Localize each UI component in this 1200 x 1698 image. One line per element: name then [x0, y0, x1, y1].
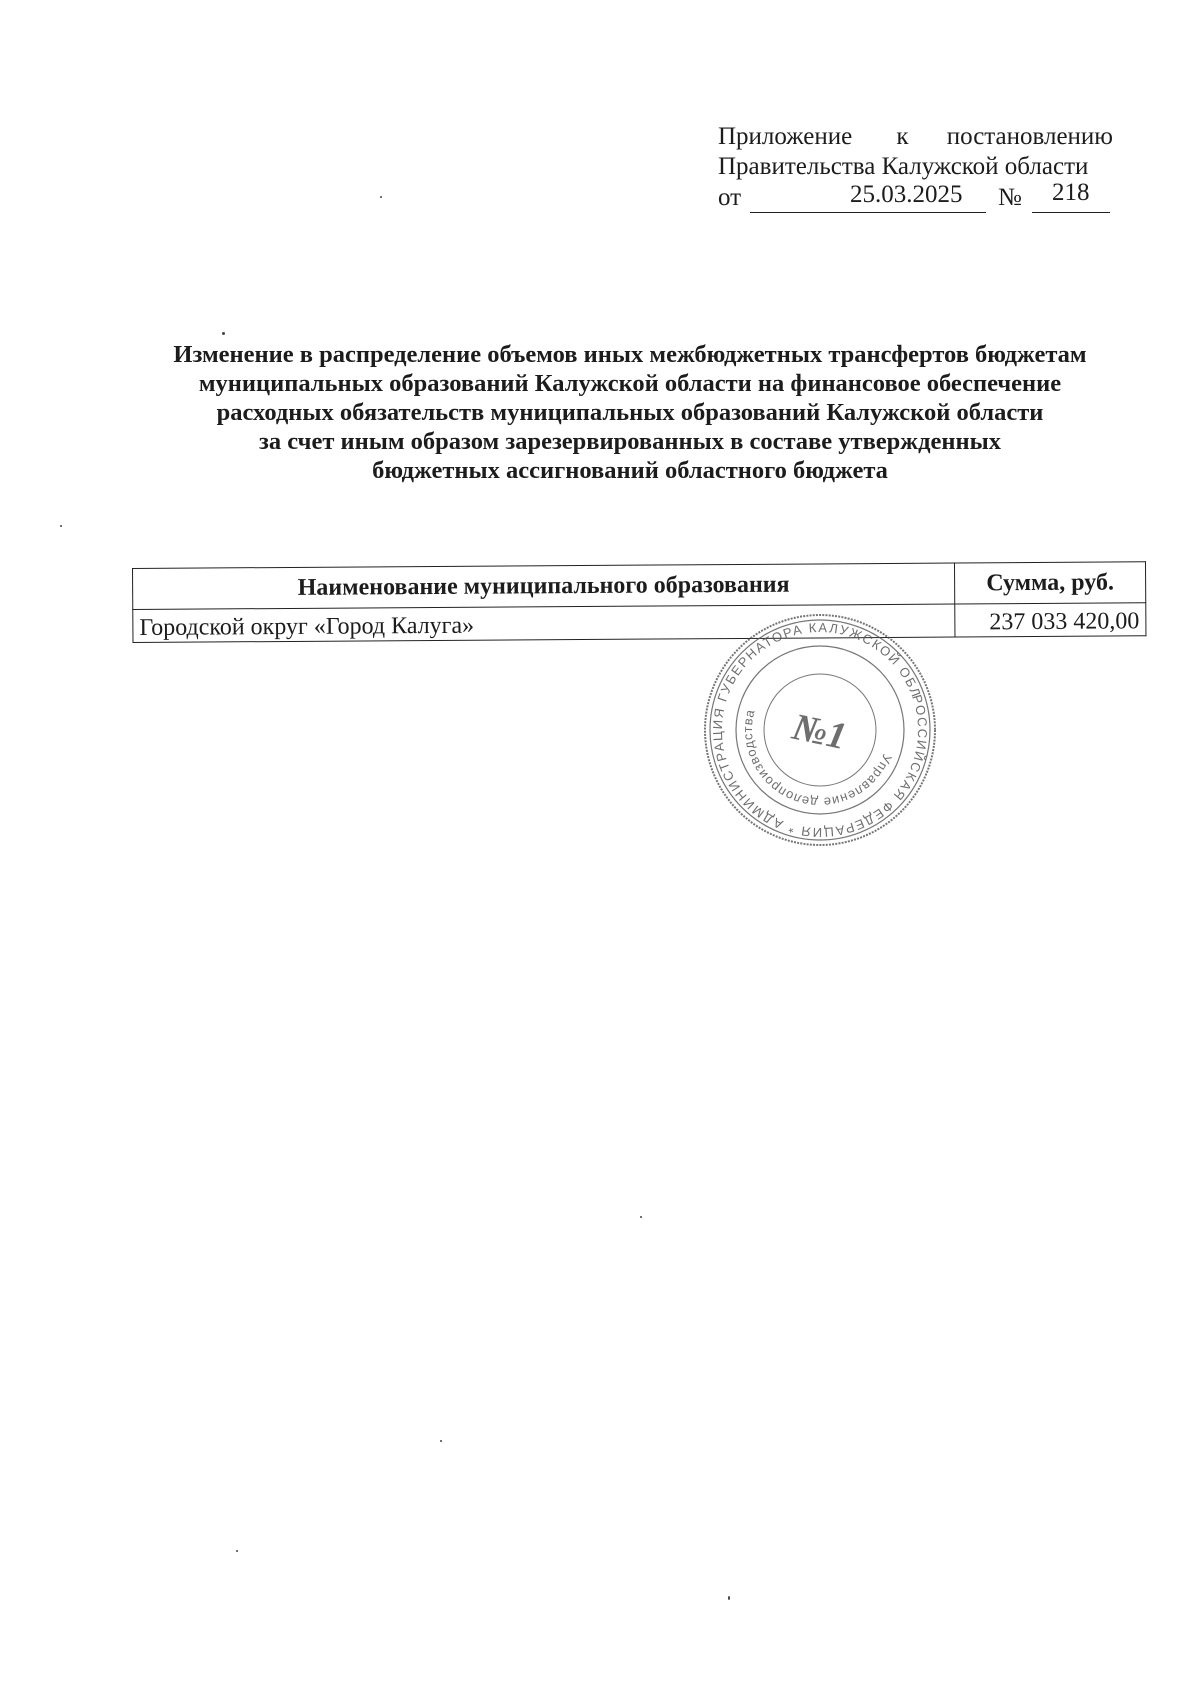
scan-speck	[640, 1216, 642, 1218]
number-value: 218	[1052, 179, 1090, 206]
appendix-word: Приложение	[718, 123, 853, 150]
column-header-amount: Сумма, руб.	[954, 562, 1145, 604]
appendix-line-1	[718, 122, 1113, 152]
title-line: муниципальных образований Калужской области на финансовое обеспечение	[198, 370, 1062, 397]
appendix-line-2: Правительства Калужской области	[718, 153, 1089, 180]
appendix-header	[718, 122, 1113, 213]
seal-inner-text: Управление делопроизводства	[739, 707, 896, 811]
official-seal	[700, 610, 940, 850]
number-field	[1032, 179, 1110, 213]
appendix-line-3	[718, 179, 1113, 213]
scan-speck	[222, 332, 225, 335]
scan-speck	[380, 196, 382, 198]
table-header-row	[133, 562, 1146, 610]
number-prefix: №	[998, 184, 1022, 211]
cell-municipality: Городской округ «Город Калуга»	[133, 604, 955, 642]
document-title	[110, 340, 1150, 485]
cell-amount: 237 033 420,00	[955, 603, 1146, 637]
distribution-table	[132, 561, 1146, 643]
column-header-municipality: Наименование муниципального образования	[133, 563, 955, 609]
title-line: Изменение в распределение объемов иных межбюджетных трансфертов бюджетам	[173, 341, 1087, 368]
seal-outer-text: РОССИЙСКАЯ ФЕДЕРАЦИЯ * АДМИНИСТРАЦИЯ ГУБЕРНАТОРА КАЛУЖСКОЙ ОБЛАСТИ	[709, 619, 931, 841]
seal-center-number: №1	[788, 705, 851, 759]
date-field	[750, 182, 986, 213]
scan-speck	[236, 1550, 238, 1552]
scan-speck	[440, 1440, 442, 1442]
scan-speck	[728, 1596, 730, 1600]
title-line: бюджетных ассигнований областного бюджета	[372, 457, 888, 484]
appendix-word: постановлению	[946, 123, 1113, 150]
table-row	[133, 603, 1146, 643]
appendix-word: к	[896, 123, 909, 150]
date-value: 25.03.2025	[850, 181, 963, 208]
date-prefix: от	[718, 184, 742, 211]
title-line: расходных обязательств муниципальных образований Калужской области	[216, 399, 1044, 426]
scan-speck	[60, 525, 62, 527]
title-line: за счет иным образом зарезервированных в составе утвержденных	[259, 428, 1001, 455]
